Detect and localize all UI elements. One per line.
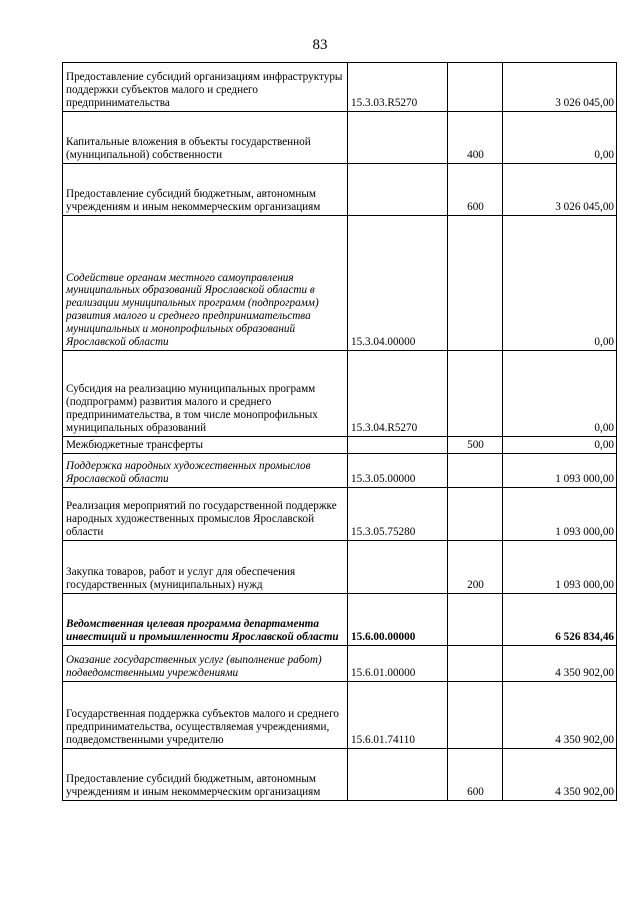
row-type xyxy=(448,682,503,749)
table-row xyxy=(63,63,617,112)
row-name: Содействие органам местного самоуправления муниципальных образований Ярославской области в реализации муниципальных программ (подпрограмм) развития малого и среднего предпринимательства муниципальных и монопрофильных образований Ярославской области xyxy=(63,216,348,351)
row-sum: 6 526 834,46 xyxy=(503,594,617,646)
table-row xyxy=(63,646,617,682)
row-name: Ведомственная целевая программа департамента инвестиций и промышленности Ярославской области xyxy=(63,594,348,646)
table-row xyxy=(63,437,617,454)
page-number: 83 xyxy=(312,37,328,53)
row-sum: 1 093 000,00 xyxy=(503,454,617,488)
row-name: Реализация мероприятий по государственной поддержке народных художественных промыслов Ярославской области xyxy=(63,488,348,541)
row-code: 15.6.01.00000 xyxy=(348,646,448,682)
table-row xyxy=(63,112,617,164)
row-code xyxy=(348,164,448,216)
row-name: Предоставление субсидий бюджетным, автономным учреждениям и иным некоммерческим организациям xyxy=(63,749,348,801)
table-row xyxy=(63,749,617,801)
row-type: 600 xyxy=(448,164,503,216)
row-sum: 4 350 902,00 xyxy=(503,749,617,801)
row-name: Межбюджетные трансферты xyxy=(63,437,348,454)
table-row xyxy=(63,541,617,594)
row-code: 15.3.05.00000 xyxy=(348,454,448,488)
row-sum: 1 093 000,00 xyxy=(503,541,617,594)
table-row xyxy=(63,682,617,749)
row-name: Предоставление субсидий бюджетным, автономным учреждениям и иным некоммерческим организациям xyxy=(63,164,348,216)
row-sum: 0,00 xyxy=(503,437,617,454)
row-sum: 0,00 xyxy=(503,112,617,164)
row-sum: 3 026 045,00 xyxy=(503,63,617,112)
row-type xyxy=(448,216,503,351)
row-sum: 1 093 000,00 xyxy=(503,488,617,541)
row-name: Предоставление субсидий организациям инфраструктуры поддержки субъектов малого и среднего предпринимательства xyxy=(63,63,348,112)
table-row xyxy=(63,351,617,437)
row-code: 15.3.04.R5270 xyxy=(348,351,448,437)
table-row xyxy=(63,164,617,216)
row-sum: 4 350 902,00 xyxy=(503,646,617,682)
row-name: Оказание государственных услуг (выполнение работ) подведомственными учреждениями xyxy=(63,646,348,682)
row-sum: 4 350 902,00 xyxy=(503,682,617,749)
row-name: Субсидия на реализацию муниципальных программ (подпрограмм) развития малого и среднего предпринимательства, в том числе монопрофильных муниципальных образований xyxy=(63,351,348,437)
row-code: 15.3.03.R5270 xyxy=(348,63,448,112)
row-code: 15.3.05.75280 xyxy=(348,488,448,541)
table-row xyxy=(63,594,617,646)
row-type: 500 xyxy=(448,437,503,454)
table-row xyxy=(63,216,617,351)
row-code: 15.3.04.00000 xyxy=(348,216,448,351)
row-code xyxy=(348,541,448,594)
table-row xyxy=(63,488,617,541)
row-type xyxy=(448,488,503,541)
budget-table xyxy=(62,62,617,801)
row-type xyxy=(448,646,503,682)
row-name: Поддержка народных художественных промыслов Ярославской области xyxy=(63,454,348,488)
row-sum: 3 026 045,00 xyxy=(503,164,617,216)
row-code xyxy=(348,749,448,801)
row-type: 400 xyxy=(448,112,503,164)
row-code xyxy=(348,112,448,164)
row-code: 15.6.01.74110 xyxy=(348,682,448,749)
row-code: 15.6.00.00000 xyxy=(348,594,448,646)
row-type xyxy=(448,594,503,646)
row-type xyxy=(448,63,503,112)
row-name: Закупка товаров, работ и услуг для обеспечения государственных (муниципальных) нужд xyxy=(63,541,348,594)
row-name: Капитальные вложения в объекты государственной (муниципальной) собственности xyxy=(63,112,348,164)
row-sum: 0,00 xyxy=(503,216,617,351)
row-type: 200 xyxy=(448,541,503,594)
row-name: Государственная поддержка субъектов малого и среднего предпринимательства, осуществляемая учреждениями, подведомственными учредителю xyxy=(63,682,348,749)
row-type xyxy=(448,351,503,437)
row-type xyxy=(448,454,503,488)
row-type: 600 xyxy=(448,749,503,801)
table-row xyxy=(63,454,617,488)
row-sum: 0,00 xyxy=(503,351,617,437)
row-code xyxy=(348,437,448,454)
